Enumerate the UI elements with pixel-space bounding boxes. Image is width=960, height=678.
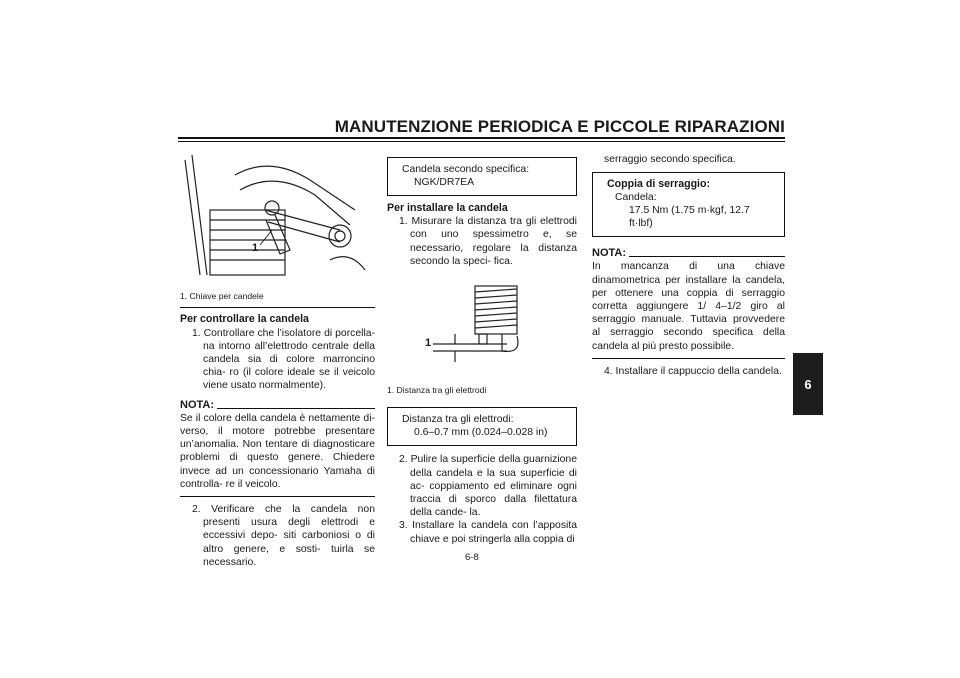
chapter-tab: 6 <box>793 353 823 415</box>
gap-label: Distanza tra gli elettrodi: <box>402 414 514 426</box>
column-2 <box>387 157 577 546</box>
nota-label: NOTA: <box>180 398 215 411</box>
column-1 <box>180 150 375 569</box>
torque-title: Coppia di serraggio: <box>607 178 711 191</box>
section-title: Per installare la candela <box>387 202 508 214</box>
step-2: 2. Verificare che la candela non presenti usura degli elettrodi e eccessivi depo- siti carboniosi o di altro genere, e sosti- tuirla se necessario. <box>192 504 375 568</box>
nota-text: Se il colore della candela è nettamente di- verso, il motore potrebbe presentare un’anomalia. Non tentare di diagnosticare problemi di questo genere. Chiedere invece ad un concessionario Yamaha di controlla- re il veicolo. <box>180 412 375 490</box>
spark-plug-spec-box <box>387 157 577 196</box>
step-1: 1. Misurare la distanza tra gli elettrodi con uno spessimetro e, se necessario, regolare la distanza secondo la speci- fica. <box>399 216 577 267</box>
page-number: 6-8 <box>465 552 479 563</box>
step-4: 4. Installare il cappuccio della candela. <box>604 365 782 377</box>
nota-heading <box>592 247 785 260</box>
torque-value: 17.5 Nm (1.75 m·kgf, 12.7 ft·lbf) <box>629 205 750 230</box>
step-2: 2. Pulire la superficie della guarnizione della candela e la sua superficie di ac- coppiamento ed eliminare ogni traccia di sporco dalla filettatura della cande- la. <box>399 454 577 519</box>
nota-label: NOTA: <box>592 247 627 260</box>
spark-plug-wrench-illustration <box>180 150 375 280</box>
spec-label: Candela secondo specifica: <box>402 164 530 175</box>
figure-callout: 1 <box>425 337 432 349</box>
torque-spec-box <box>592 172 785 237</box>
nota-text: In mancanza di una chiave dinamometrica per installare la candela, per ottenere una coppia di serraggio corretta aggiungere 1/ 4–1/2 giro al serraggio manuale. Tuttavia provvedere al serraggio secondo specifica della candela al più presto possibile. <box>592 261 785 352</box>
step-3-continuation: serraggio secondo specifica. <box>604 154 736 165</box>
figure-caption: 1. Chiave per candele <box>180 291 264 302</box>
electrode-gap-spec-box <box>387 407 577 446</box>
step-3: 3. Installare la candela con l’apposita chiave e poi stringerla alla coppia di <box>399 520 577 545</box>
nota-end-rule <box>592 353 785 359</box>
page-header-title: MANUTENZIONE PERIODICA E PICCOLE RIPARAZIONI <box>334 117 785 136</box>
header-rule <box>178 137 785 139</box>
nota-heading <box>180 399 375 412</box>
gap-value: 0.6–0.7 mm (0.024–0.028 in) <box>414 427 548 439</box>
figure-callout: 1 <box>252 242 259 254</box>
torque-label: Candela: <box>615 192 657 204</box>
header-rule-thin <box>178 141 785 142</box>
step-1: 1. Controllare che l’isolatore di porcella- na intorno all’elettrodo centrale della candela sia di colore marroncino chia- ro (il colore ideale se il veicolo viene usato normalmente). <box>192 327 375 392</box>
nota-end-rule <box>180 491 375 497</box>
electrode-gap-illustration <box>387 276 577 376</box>
spec-value: NGK/DR7EA <box>414 177 475 188</box>
section-title: Per controllare la candela <box>180 313 309 326</box>
column-3 <box>592 153 785 378</box>
figure-caption: 1. Distanza tra gli elettrodi <box>387 385 487 396</box>
